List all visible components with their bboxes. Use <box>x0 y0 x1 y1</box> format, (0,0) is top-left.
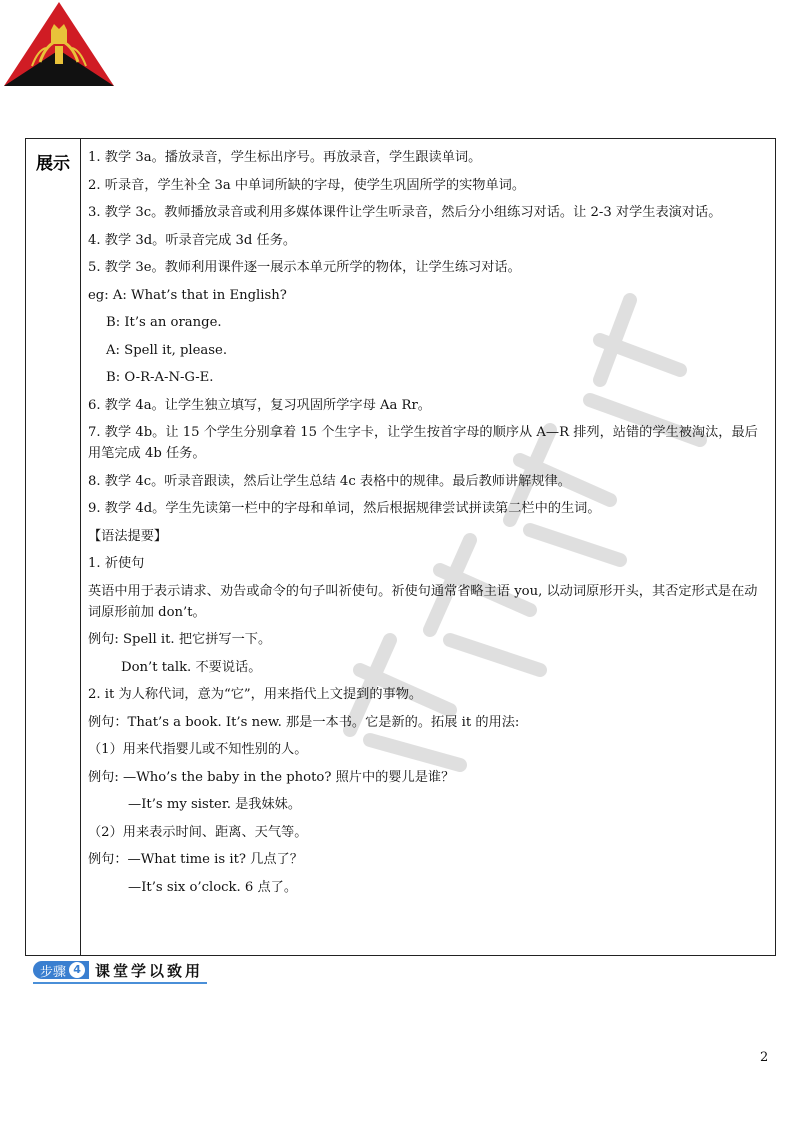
paragraph: 6. 教学 4a。让学生独立填写，复习巩固所学字母 Aa Rr。 <box>88 397 431 413</box>
step-title: 课堂学以致用 <box>95 961 204 980</box>
paragraph: 8. 教学 4c。听录音跟读，然后让学生总结 4c 表格中的规律。最后教师讲解规律。 <box>88 473 571 489</box>
lesson-table <box>25 138 776 956</box>
paragraph: 2. 听录音，学生补全 3a 中单词所缺的字母，使学生巩固所学的实物单词。 <box>88 177 526 193</box>
paragraph: 3. 教学 3c。教师播放录音或利用多媒体课件让学生听录音，然后分小组练习对话。让 2-3 对学生表演对话。 <box>88 205 722 220</box>
step-tag <box>33 961 89 979</box>
paragraph: 1. 教学 3a。播放录音，学生标出序号。再放录音，学生跟读单词。 <box>88 150 482 165</box>
example-line: 例句: —Who’s the baby in the photo? 照片中的婴儿是谁？ <box>88 769 455 785</box>
step-number: 4 <box>69 962 85 978</box>
example-line: 例句：—What time is it? 几点了？ <box>88 852 303 867</box>
dialogue-line: A: Spell it, please. <box>106 342 228 358</box>
usage-note: （2）用来表示时间、距离、天气等。 <box>88 824 308 840</box>
dialogue-line: B: O-R-A-N-G-E. <box>106 370 214 385</box>
paragraph: 5. 教学 3e。教师利用课件逐一展示本单元所学的物体，让学生练习对话。 <box>88 260 521 275</box>
paragraph: 7. 教学 4b。让 15 个学生分别拿着 15 个生字卡，让学生按首字母的顺序从 A—R 排列，站错的学生被淘汰，最后用笔完成 4b 任务。 <box>88 425 758 461</box>
example-line: 例句：That’s a book. It’s new. 那是一本书。它是新的。拓展 it 的用法: <box>88 714 520 730</box>
paragraph: 4. 教学 3d。听录音完成 3d 任务。 <box>88 232 297 248</box>
section-label: 展示 <box>26 139 81 955</box>
step-tag-label: 步骤 <box>40 964 67 980</box>
dialogue-line: B: It’s an orange. <box>106 315 222 330</box>
grammar-heading: 【语法提要】 <box>88 528 168 544</box>
example-line: —It’s my sister. 是我妹妹。 <box>128 797 302 812</box>
publisher-logo <box>2 0 116 88</box>
page-number: 2 <box>760 1050 769 1065</box>
example-line: —It’s six o’clock. 6 点了。 <box>128 879 298 895</box>
grammar-subheading: 2. it 为人称代词，意为“它”，用来指代上文提到的事物。 <box>88 687 423 702</box>
paragraph: 9. 教学 4d。学生先读第一栏中的字母和单词，然后根据规律尝试拼读第二栏中的生词。 <box>88 501 601 516</box>
usage-note: （1）用来代指婴儿或不知性别的人。 <box>88 742 308 757</box>
step-banner <box>33 958 207 984</box>
dialogue-line: eg: A: What’s that in English? <box>88 287 287 303</box>
example-line: 例句: Spell it. 把它拼写一下。 <box>88 632 272 647</box>
paragraph: 英语中用于表示请求、劝告或命令的句子叫祈使句。祈使句通常省略主语 you, 以动词原形开头，其否定形式是在动词原形前加 don’t。 <box>88 583 758 620</box>
example-line: Don’t talk. 不要说话。 <box>121 659 262 675</box>
lesson-body <box>81 139 775 955</box>
grammar-subheading: 1. 祈使句 <box>88 556 145 571</box>
